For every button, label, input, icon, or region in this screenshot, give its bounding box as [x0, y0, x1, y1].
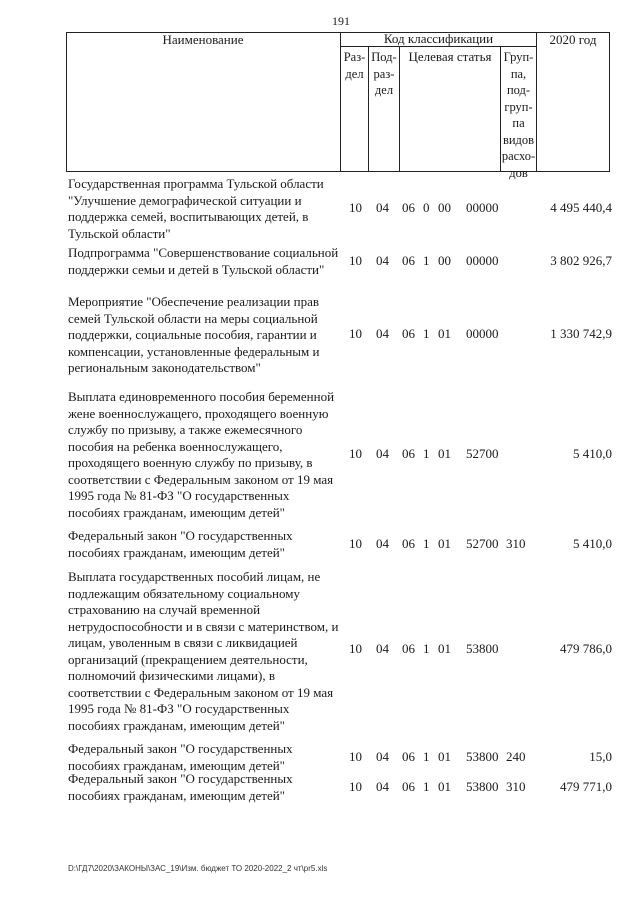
header-expense-group: Груп- па, под- груп- па видов расхо- дов: [501, 50, 536, 180]
target-subprogram-code: 1: [423, 326, 430, 341]
header-podrazdel: Под- раз- дел: [371, 50, 397, 97]
row-name: Федеральный закон "О государственных пособиях гражданам, имеющим детей": [68, 771, 293, 803]
amount: 15,0: [589, 749, 612, 764]
target-subprogram-code: 0: [423, 200, 430, 215]
podrazdel-code: 04: [376, 641, 389, 656]
page-number: 191: [332, 14, 350, 28]
table-header: [66, 31, 610, 180]
header-name-column: Наименование: [162, 32, 244, 47]
target-program-code: 06: [402, 749, 415, 764]
expense-group-code: 240: [506, 749, 526, 764]
header-target-article: Целевая статья: [408, 49, 492, 64]
razdel-code: 10: [349, 536, 362, 551]
razdel-code: 10: [349, 253, 362, 268]
target-subprogram-code: 1: [423, 446, 430, 461]
target-direction-code: 00000: [466, 200, 499, 215]
target-program-code: 06: [402, 446, 415, 461]
row-name: Государственная программа Тульской области "Улучшение демографической ситуации и поддержка семей, воспитывающих детей, в Тульской области": [68, 176, 324, 241]
target-event-code: 00: [438, 200, 451, 215]
razdel-code: 10: [349, 200, 362, 215]
header-classification: Код классификации: [383, 31, 494, 46]
target-direction-code: 53800: [466, 749, 499, 764]
expense-group-code: 310: [506, 536, 526, 551]
target-subprogram-code: 1: [423, 749, 430, 764]
target-event-code: 00: [438, 253, 451, 268]
header-razdel: Раз- дел: [343, 50, 366, 81]
target-subprogram-code: 1: [423, 253, 430, 268]
razdel-code: 10: [349, 779, 362, 794]
podrazdel-code: 04: [376, 749, 389, 764]
target-event-code: 01: [438, 749, 451, 764]
target-program-code: 06: [402, 536, 415, 551]
target-program-code: 06: [402, 253, 415, 268]
target-direction-code: 53800: [466, 779, 499, 794]
target-event-code: 01: [438, 641, 451, 656]
podrazdel-code: 04: [376, 200, 389, 215]
target-direction-code: 52700: [466, 446, 499, 461]
podrazdel-code: 04: [376, 253, 389, 268]
podrazdel-code: 04: [376, 446, 389, 461]
row-name: Мероприятие "Обеспечение реализации прав семей Тульской области на меры социальной поддержки, социальные пособия, гарантии и компенсации, установленные федеральным и региональным законодательством": [68, 294, 320, 375]
row-name: Федеральный закон "О государственных пособиях гражданам, имеющим детей": [68, 528, 293, 560]
target-program-code: 06: [402, 326, 415, 341]
podrazdel-code: 04: [376, 326, 389, 341]
podrazdel-code: 04: [376, 536, 389, 551]
target-event-code: 01: [438, 326, 451, 341]
amount: 479 786,0: [560, 641, 612, 656]
header-year-column: 2020 год: [549, 32, 597, 47]
row-name: Выплата государственных пособий лицам, не подлежащим обязательному социальному страхованию на случай временной нетрудоспособности и в связи с материнством, и лицам, уволенным в связи с ликвидацией организаций (прекращением деятельности, полномочий физическими лицами), в соответствии с Федеральным законом от 19 мая 1995 года № 81-ФЗ "О государственных пособиях гражданам, имеющим детей": [68, 569, 339, 733]
razdel-code: 10: [349, 749, 362, 764]
target-direction-code: 00000: [466, 326, 499, 341]
target-subprogram-code: 1: [423, 641, 430, 656]
amount: 5 410,0: [573, 446, 612, 461]
amount: 5 410,0: [573, 536, 612, 551]
row-name: Выплата единовременного пособия беременной жене военнослужащего, проходящего военную службу по призыву, а также ежемесячного пособия на ребенка военнослужащего, проходящего военную службу по призыву, в соответствии с Федеральным законом от 19 мая 1995 года № 81-ФЗ "О государственных пособиях гражданам, имеющим детей": [68, 389, 335, 520]
razdel-code: 10: [349, 641, 362, 656]
expense-group-code: 310: [506, 779, 526, 794]
razdel-code: 10: [349, 326, 362, 341]
amount: 3 802 926,7: [550, 253, 612, 268]
file-path-footer: D:\ГД7\2020\ЗАКОНЫ\ЗАС_19\Изм. бюджет ТО 2020-2022_2 чт\pr5.xls: [68, 864, 328, 873]
target-program-code: 06: [402, 779, 415, 794]
target-event-code: 01: [438, 446, 451, 461]
amount: 1 330 742,9: [550, 326, 612, 341]
target-event-code: 01: [438, 536, 451, 551]
podrazdel-code: 04: [376, 779, 389, 794]
target-subprogram-code: 1: [423, 779, 430, 794]
target-direction-code: 00000: [466, 253, 499, 268]
target-subprogram-code: 1: [423, 536, 430, 551]
razdel-code: 10: [349, 446, 362, 461]
amount: 4 495 440,4: [550, 200, 612, 215]
amount: 479 771,0: [560, 779, 612, 794]
row-name: Подпрограмма "Совершенствование социальной поддержки семьи и детей в Тульской области": [68, 245, 339, 277]
target-program-code: 06: [402, 200, 415, 215]
target-event-code: 01: [438, 779, 451, 794]
target-direction-code: 53800: [466, 641, 499, 656]
target-program-code: 06: [402, 641, 415, 656]
row-name: Федеральный закон "О государственных пособиях гражданам, имеющим детей": [68, 741, 293, 773]
target-direction-code: 52700: [466, 536, 499, 551]
